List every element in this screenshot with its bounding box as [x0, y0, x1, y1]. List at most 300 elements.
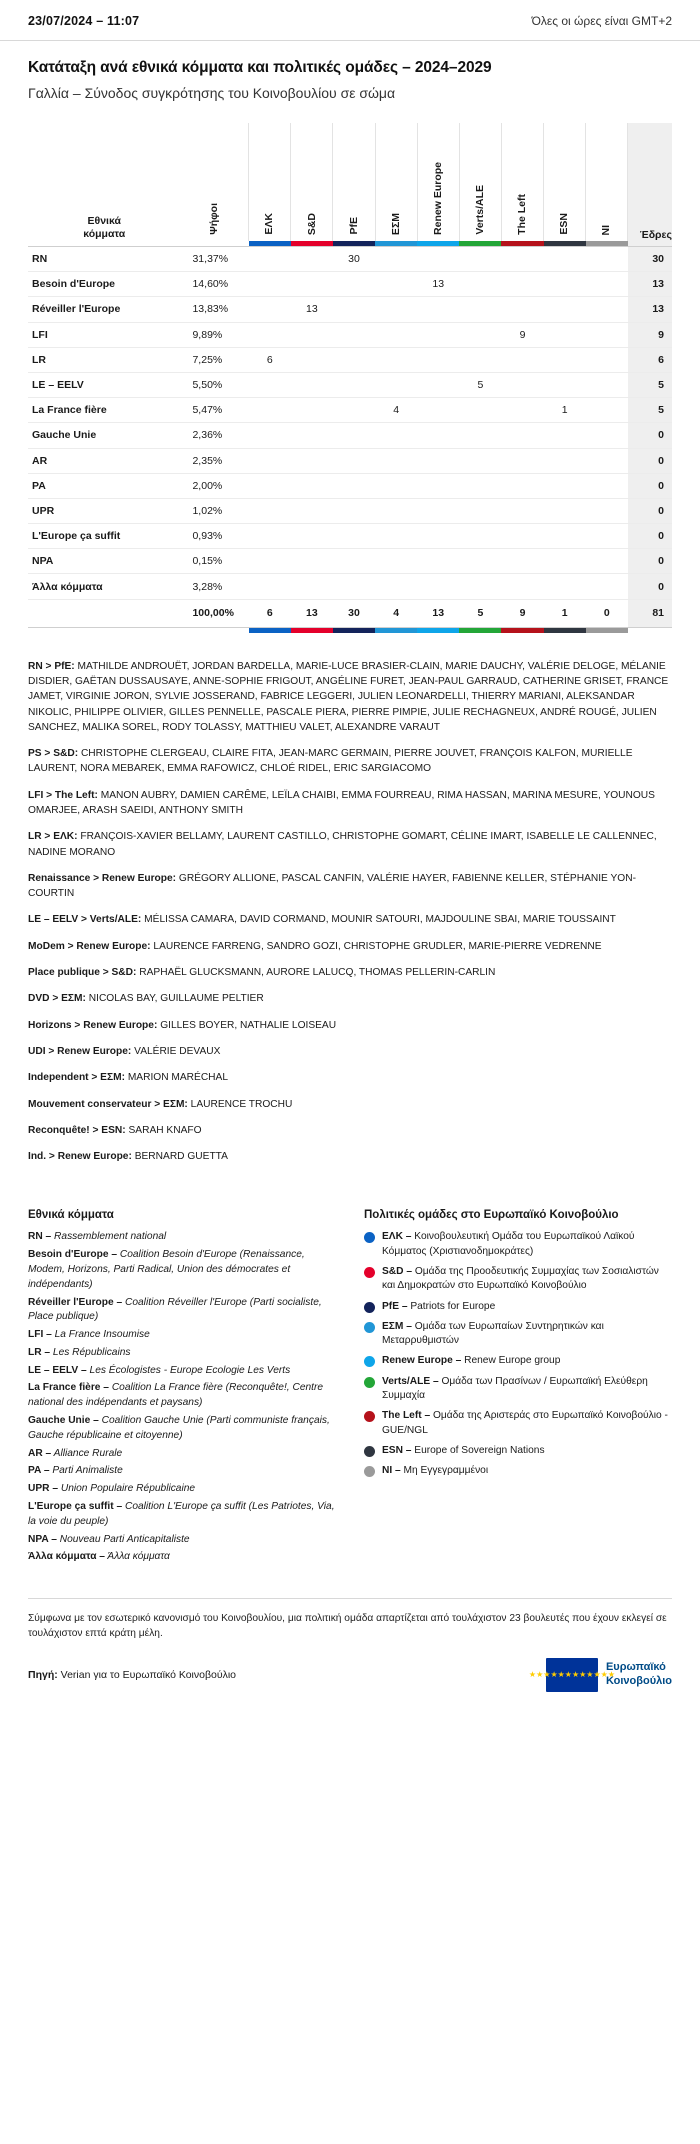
group-color-dot-icon [364, 1267, 375, 1278]
source-value: Verian για το Ευρωπαϊκό Κοινοβούλιο [57, 1668, 237, 1681]
row-vote-share: 2,36% [180, 423, 248, 448]
table-row [28, 297, 672, 322]
legend-group-desc: Renew Europe group [461, 1355, 561, 1367]
legend-party-item [28, 1296, 336, 1326]
legend-group-item [364, 1375, 672, 1404]
legend-party-desc: Union Populaire Républicaine [58, 1483, 196, 1495]
row-seats-the-left [501, 423, 543, 448]
delegation-members: LAURENCE TROCHU [190, 1098, 293, 1110]
row-party-name: RN [28, 247, 180, 272]
legend-party-desc: Coalition Réveiller l'Europe (Parti socialiste, Place publique) [28, 1296, 322, 1323]
legend-party-item [28, 1414, 336, 1444]
legend-party-abbr: Gauche Unie – [28, 1415, 99, 1427]
row-vote-share: 9,89% [180, 322, 248, 347]
legend-party-abbr: La France fière – [28, 1382, 109, 1394]
row-seats-esn [544, 247, 586, 272]
row-seats-renew-europe [417, 448, 459, 473]
row-seats-the-left [501, 272, 543, 297]
legend-group-desc: Ομάδα των Πρασίνων / Ευρωπαϊκή Ελεύθερη Συμμαχία [382, 1375, 648, 1401]
row-total-seats: 9 [628, 322, 672, 347]
row-seats-- [375, 448, 417, 473]
header-group-verts-ale: Verts/ALE [459, 123, 501, 241]
header-group-pfe: PfE [333, 123, 375, 241]
row-seats-the-left [501, 574, 543, 599]
legend-group-item [364, 1464, 672, 1478]
delegation-members: MATHILDE ANDROUËT, JORDAN BARDELLA, MARIE-LUCE BRASIER-CLAIN, MARIE DAUCHY, VALÉRIE DELOGE, MÉLANIE DISDIER, GAËTAN DUSSAUSAYE, ANNE-SOPHIE FRIGOUT, ANGÉLINE FURET, JEAN-PAUL GARRAUD, CATHERINE GRISET, FRANCE JAMET, VIRGINIE JORON, SYLVIE JOSSERAND, FABRICE LEGGERI, JULIEN LEONARDELLI, THIERRY MARIANI, ALEKSANDAR NIKOLIC, PHILIPPE OLIVIER, GILLES PENNELLE, PASCALE PIERA, PIERRE PIMPIE, JULIE RECHAGNEUX, ANDRÉ ROUGÉ, JULIEN SANCHEZ, MALIKA SOREL, RODY TOLASSY, MATTHIEU VALET, ALEXANDRE VARAUT [28, 660, 669, 733]
row-seats-- [249, 372, 291, 397]
row-seats-s-d [291, 423, 333, 448]
group-color-dot-icon [364, 1322, 375, 1333]
row-total-seats: 0 [628, 498, 672, 523]
table-row [28, 549, 672, 574]
row-seats-the-left [501, 247, 543, 272]
row-total-seats: 0 [628, 549, 672, 574]
row-seats-s-d [291, 574, 333, 599]
table-row [28, 372, 672, 397]
row-seats-- [249, 524, 291, 549]
row-seats-ni [586, 524, 628, 549]
legend-party-item [28, 1364, 336, 1379]
row-seats-s-d [291, 247, 333, 272]
row-seats-ni [586, 498, 628, 523]
legend-party-item [28, 1500, 336, 1530]
row-seats-- [249, 247, 291, 272]
header-party-line2: κόμματα [83, 227, 126, 240]
delegation-members: VALÉRIE DEVAUX [134, 1045, 221, 1057]
row-seats-- [375, 247, 417, 272]
row-party-name: Besoin d'Europe [28, 272, 180, 297]
row-seats-the-left [501, 524, 543, 549]
delegation-entry [28, 939, 672, 954]
row-seats-esn [544, 322, 586, 347]
legend-group-item [364, 1265, 672, 1294]
legend-national-title: Εθνικά κόμματα [28, 1209, 114, 1222]
row-vote-share: 31,37% [180, 247, 248, 272]
row-seats-renew-europe [417, 549, 459, 574]
row-seats-renew-europe [417, 247, 459, 272]
legend-party-desc: Alliance Rurale [51, 1447, 123, 1459]
row-vote-share: 5,47% [180, 398, 248, 423]
row-seats-s-d: 13 [291, 297, 333, 322]
row-total-seats: 0 [628, 473, 672, 498]
row-seats-- [375, 574, 417, 599]
row-seats-pfe [333, 574, 375, 599]
delegation-entry [28, 829, 672, 860]
row-vote-share: 13,83% [180, 297, 248, 322]
legend-party-desc: Les Écologistes - Europe Ecologie Les Verts [86, 1364, 291, 1376]
row-seats-ni [586, 247, 628, 272]
legend-group-item [364, 1409, 672, 1438]
legend-party-abbr: NPA – [28, 1533, 57, 1545]
row-vote-share: 3,28% [180, 574, 248, 599]
delegation-entry [28, 1070, 672, 1085]
header-group-esn: ESN [544, 123, 586, 241]
legend-group-desc: Κοινοβουλευτική Ομάδα του Ευρωπαϊκού Λαϊκού Κόμματος (Χριστιανοδημοκράτες) [382, 1231, 635, 1257]
row-seats-- [375, 272, 417, 297]
legend-party-item [28, 1248, 336, 1292]
row-seats-ni [586, 473, 628, 498]
legend-party-desc: Parti Animaliste [49, 1465, 123, 1477]
row-seats-pfe [333, 524, 375, 549]
legend-party-abbr: LE – EELV – [28, 1364, 87, 1376]
legend-political-groups [364, 1209, 672, 1568]
legend-group-abbr: NI – [382, 1465, 401, 1477]
row-seats-esn [544, 347, 586, 372]
row-total-seats: 13 [628, 297, 672, 322]
legend-groups-title: Πολιτικές ομάδες στο Ευρωπαϊκό Κοινοβούλιο [364, 1209, 619, 1222]
row-seats-- [249, 398, 291, 423]
row-seats-verts-ale [459, 297, 501, 322]
row-party-name: NPA [28, 549, 180, 574]
totals-ni: 0 [586, 599, 628, 627]
row-total-seats: 0 [628, 574, 672, 599]
delegation-head: PS > S&D: [28, 748, 79, 760]
row-seats-esn [544, 473, 586, 498]
row-seats-esn [544, 448, 586, 473]
row-seats-the-left [501, 473, 543, 498]
header-party-line1: Εθνικά [87, 214, 121, 227]
delegation-entry [28, 746, 672, 777]
page-title: Κατάταξη ανά εθνικά κόμματα και πολιτικές ομάδες – 2024–2029 [28, 59, 492, 76]
row-seats-the-left [501, 297, 543, 322]
row-seats-pfe [333, 372, 375, 397]
delegation-members: SARAH KNAFO [128, 1124, 202, 1136]
row-seats-esn [544, 423, 586, 448]
row-seats-verts-ale [459, 423, 501, 448]
legend-national-parties [28, 1209, 336, 1568]
legend-group-item [364, 1354, 672, 1368]
row-seats-esn [544, 297, 586, 322]
table-row [28, 498, 672, 523]
row-seats-renew-europe [417, 574, 459, 599]
row-seats-renew-europe [417, 372, 459, 397]
row-seats-verts-ale [459, 473, 501, 498]
row-seats-verts-ale [459, 549, 501, 574]
row-seats-- [249, 322, 291, 347]
row-seats-- [249, 549, 291, 574]
legend-party-abbr: Άλλα κόμματα – [28, 1551, 105, 1563]
timezone-note: Όλες οι ώρες είναι GMT+2 [531, 14, 672, 28]
totals-seats: 81 [628, 599, 672, 627]
legend-party-abbr: LFI – [28, 1329, 52, 1341]
row-seats-ni [586, 448, 628, 473]
delegation-head: Renaissance > Renew Europe: [28, 872, 177, 884]
table-row [28, 423, 672, 448]
legend-group-abbr: The Left – [382, 1410, 431, 1422]
legend-party-item [28, 1464, 336, 1479]
table-foot [28, 599, 672, 633]
delegation-entry [28, 965, 672, 980]
row-seats-the-left [501, 372, 543, 397]
totals-verts-ale: 5 [459, 599, 501, 627]
row-seats-esn [544, 524, 586, 549]
legend-group-desc: Patriots for Europe [407, 1300, 496, 1312]
legend-party-desc: Coalition Besoin d'Europe (Renaissance, Modem, Horizons, Parti Radical, Union des démocrates et indépendants) [28, 1249, 305, 1290]
row-seats-the-left: 9 [501, 322, 543, 347]
timestamp: 23/07/2024 – 11:07 [28, 14, 140, 28]
table-row [28, 398, 672, 423]
delegation-members: MÉLISSA CAMARA, DAVID CORMAND, MOUNIR SATOURI, MAJDOULINE SBAI, MARIE TOUSSAINT [144, 914, 616, 926]
delegation-entry [28, 1018, 672, 1033]
delegation-members: GILLES BOYER, NATHALIE LOISEAU [160, 1019, 337, 1031]
row-seats-s-d [291, 347, 333, 372]
totals-votes: 100,00% [180, 599, 248, 627]
row-seats-esn [544, 272, 586, 297]
delegation-head: LFI > The Left: [28, 789, 98, 801]
legend-party-abbr: Besoin d'Europe – [28, 1249, 118, 1261]
table-row [28, 448, 672, 473]
row-seats-esn [544, 498, 586, 523]
delegation-entry [28, 659, 672, 735]
row-seats-s-d [291, 473, 333, 498]
legend-group-item [364, 1300, 672, 1314]
table-header-row [28, 123, 672, 241]
totals-renew-europe: 13 [417, 599, 459, 627]
table-row [28, 272, 672, 297]
row-total-seats: 6 [628, 347, 672, 372]
legend-group-abbr: ESN – [382, 1444, 412, 1456]
row-seats-- [249, 423, 291, 448]
delegation-entry [28, 912, 672, 927]
row-seats--: 4 [375, 398, 417, 423]
row-seats-s-d [291, 498, 333, 523]
legend-group-desc: Ομάδα των Ευρωπαίων Συντηρητικών και Μεταρρυθμιστών [382, 1320, 604, 1347]
row-vote-share: 14,60% [180, 272, 248, 297]
row-party-name: Gauche Unie [28, 423, 180, 448]
header-group--: EΛΚ [249, 123, 291, 241]
delegation-entry [28, 871, 672, 902]
row-seats-pfe: 30 [333, 247, 375, 272]
delegation-entry [28, 1097, 672, 1112]
row-seats-pfe [333, 448, 375, 473]
row-seats-pfe [333, 473, 375, 498]
row-total-seats: 5 [628, 372, 672, 397]
group-color-dot-icon [364, 1377, 375, 1388]
row-seats-- [375, 372, 417, 397]
group-color-dot-icon [364, 1356, 375, 1367]
row-seats-ni [586, 297, 628, 322]
legend-party-abbr: Réveiller l'Europe – [28, 1296, 123, 1308]
row-vote-share: 7,25% [180, 347, 248, 372]
row-party-name: UPR [28, 498, 180, 523]
delegation-head: RN > PfE: [28, 660, 75, 672]
delegation-head: Place publique > S&D: [28, 967, 137, 979]
header-national-parties [28, 123, 180, 241]
delegation-members: FRANÇOIS-XAVIER BELLAMY, LAURENT CASTILLO, CHRISTOPHE GOMART, CÉLINE IMART, ISABELLE LE CALLENNEC, NADINE MORANO [28, 831, 657, 858]
delegation-members: CHRISTOPHE CLERGEAU, CLAIRE FITA, JEAN-MARC GERMAIN, PIERRE JOUVET, FRANÇOIS KALFON, MURIELLE LAURENT, NORA MEBAREK, EMMA RAFOWICZ, CHLOÉ RIDEL, ERIC SARGIACOMO [28, 748, 633, 775]
table-body [28, 247, 672, 600]
delegation-members: NICOLAS BAY, GUILLAUME PELTIER [88, 993, 264, 1005]
row-seats-ni [586, 398, 628, 423]
header-group-the-left: The Left [501, 123, 543, 241]
legend-group-abbr: ΕΣΜ – [382, 1320, 412, 1332]
delegation-members: RAPHAËL GLUCKSMANN, AURORE LALUCQ, THOMAS PELLERIN-CARLIN [139, 967, 496, 979]
row-total-seats: 30 [628, 247, 672, 272]
group-color-dot-icon [364, 1302, 375, 1313]
row-seats-pfe [333, 272, 375, 297]
row-seats-- [249, 574, 291, 599]
totals-row [28, 599, 672, 627]
totals-s-d: 13 [291, 599, 333, 627]
legend-party-desc: La France Insoumise [51, 1329, 150, 1341]
row-seats-verts-ale [459, 347, 501, 372]
legend-group-desc: Europe of Sovereign Nations [411, 1444, 545, 1456]
row-seats-- [375, 473, 417, 498]
row-total-seats: 0 [628, 423, 672, 448]
row-seats-pfe [333, 423, 375, 448]
ep-logo-text [606, 1661, 672, 1689]
legend-group-abbr: ΕΛΚ – [382, 1231, 412, 1243]
row-seats-the-left [501, 549, 543, 574]
totals--: 4 [375, 599, 417, 627]
row-party-name: La France fière [28, 398, 180, 423]
row-vote-share: 5,50% [180, 372, 248, 397]
legend-party-item [28, 1533, 336, 1548]
table-row [28, 574, 672, 599]
legend-party-item [28, 1328, 336, 1343]
row-seats-- [249, 473, 291, 498]
legend-party-desc: Coalition Gauche Unie (Parti communiste français, Gauche républicaine et citoyenne) [28, 1415, 330, 1441]
row-seats-- [375, 322, 417, 347]
row-seats-renew-europe [417, 297, 459, 322]
totals--: 6 [249, 599, 291, 627]
row-total-seats: 0 [628, 448, 672, 473]
ep-logo-line2: Κοινοβούλιο [605, 1674, 672, 1687]
row-seats-verts-ale: 5 [459, 372, 501, 397]
top-bar [0, 0, 700, 41]
legend-party-item [28, 1482, 336, 1497]
header-group--: ΕΣΜ [375, 123, 417, 241]
table-row [28, 524, 672, 549]
row-seats-ni [586, 372, 628, 397]
delegation-head: MoDem > Renew Europe: [28, 940, 151, 952]
delegation-entry [28, 1044, 672, 1059]
row-seats-renew-europe [417, 524, 459, 549]
legend-party-item [28, 1381, 336, 1411]
ep-logo [528, 1658, 672, 1692]
legend-group-desc: Ομάδα της Προοδευτικής Συμμαχίας των Σοσιαλιστών και Δημοκρατών στο Ευρωπαϊκό Κοινοβούλιο [382, 1266, 659, 1292]
row-total-seats: 13 [628, 272, 672, 297]
row-seats-pfe [333, 347, 375, 372]
source-label: Πηγή: [28, 1668, 58, 1681]
eu-flag-icon: ★★★★★★★★★★★★ [546, 1658, 598, 1692]
row-seats-verts-ale [459, 398, 501, 423]
footnote: Σύμφωνα με τον εσωτερικό κανονισμό του Κοινοβουλίου, μια πολιτική ομάδα απαρτίζεται από τουλάχιστον 23 βουλευτές που έχουν εκλεγεί σε τουλάχιστον επτά κράτη μέλη. [28, 1598, 672, 1642]
delegations-list [0, 633, 700, 1165]
delegation-members: LAURENCE FARRENG, SANDRO GOZI, CHRISTOPHE GRUDLER, MARIE-PIERRE VEDRENNE [153, 940, 602, 952]
group-color-dot-icon [364, 1411, 375, 1422]
row-seats-ni [586, 423, 628, 448]
table-row [28, 347, 672, 372]
row-seats-renew-europe [417, 423, 459, 448]
header-group-s-d: S&D [291, 123, 333, 241]
delegation-members: BERNARD GUETTA [134, 1151, 228, 1163]
legend-party-abbr: RN – [28, 1231, 52, 1243]
legend-party-desc: Coalition La France fière (Reconquête!, Centre national des indépendants et paysans) [28, 1382, 324, 1409]
row-seats-renew-europe: 13 [417, 272, 459, 297]
row-seats-verts-ale [459, 498, 501, 523]
row-vote-share: 2,00% [180, 473, 248, 498]
row-seats-the-left [501, 448, 543, 473]
delegation-entry [28, 1123, 672, 1138]
legend-party-item [28, 1447, 336, 1462]
row-seats-s-d [291, 524, 333, 549]
legend-party-item [28, 1346, 336, 1361]
row-seats-esn [544, 372, 586, 397]
row-seats-the-left [501, 398, 543, 423]
row-seats-- [375, 423, 417, 448]
row-seats-ni [586, 322, 628, 347]
row-seats-pfe [333, 297, 375, 322]
totals-esn: 1 [544, 599, 586, 627]
delegation-members: GRÉGORY ALLIONE, PASCAL CANFIN, VALÉRIE HAYER, FABIENNE KELLER, STÉPHANIE YON-COURTIN [28, 872, 636, 900]
row-party-name: LFI [28, 322, 180, 347]
legend-group-abbr: PfE – [382, 1300, 408, 1312]
row-seats-renew-europe [417, 322, 459, 347]
delegation-members: MANON AUBRY, DAMIEN CARÊME, LEÏLA CHAIBI, EMMA FOURREAU, RIMA HASSAN, MARINA MESURE, YOUNOUS OMARJEE, ARASH SAEIDI, ANTHONY SMITH [28, 789, 655, 816]
headings [0, 41, 700, 105]
source-row [28, 1658, 672, 1692]
row-seats--: 6 [249, 347, 291, 372]
delegation-head: Independent > ΕΣΜ: [28, 1072, 125, 1084]
legend-party-abbr: PA – [28, 1465, 50, 1477]
table-row [28, 322, 672, 347]
row-seats-renew-europe [417, 347, 459, 372]
totals-label [28, 599, 180, 627]
group-color-dot-icon [364, 1466, 375, 1477]
row-party-name: Άλλα κόμματα [28, 574, 180, 599]
row-seats-s-d [291, 398, 333, 423]
delegation-head: DVD > ΕΣΜ: [28, 993, 86, 1005]
row-seats-verts-ale [459, 524, 501, 549]
row-party-name: Réveiller l'Europe [28, 297, 180, 322]
row-seats-- [375, 347, 417, 372]
row-seats-renew-europe [417, 498, 459, 523]
row-seats-esn [544, 574, 586, 599]
legend-group-desc: Ομάδα της Αριστεράς στο Ευρωπαϊκό Κοινοβούλιο - GUE/NGL [382, 1410, 668, 1436]
row-seats-pfe [333, 398, 375, 423]
legend-party-desc: Nouveau Parti Anticapitaliste [56, 1533, 190, 1545]
header-votes: Ψήφοι [180, 123, 248, 241]
table-row [28, 473, 672, 498]
row-vote-share: 1,02% [180, 498, 248, 523]
header-group-renew-europe: Renew Europe [417, 123, 459, 241]
row-vote-share: 2,35% [180, 448, 248, 473]
delegation-entry [28, 1149, 672, 1164]
row-seats-esn [544, 549, 586, 574]
delegation-members: MARION MARÉCHAL [127, 1072, 229, 1084]
row-seats-- [249, 297, 291, 322]
delegation-head: Mouvement conservateur > ΕΣΜ: [28, 1098, 188, 1110]
legend-party-abbr: AR – [28, 1447, 52, 1459]
legend-party-desc: Les Républicains [50, 1346, 131, 1358]
row-seats-pfe [333, 549, 375, 574]
delegation-entry [28, 788, 672, 819]
row-seats-the-left [501, 347, 543, 372]
totals-pfe: 30 [333, 599, 375, 627]
row-party-name: PA [28, 473, 180, 498]
row-seats-s-d [291, 322, 333, 347]
legend-party-desc: Rassemblement national [51, 1231, 167, 1243]
row-seats-verts-ale [459, 574, 501, 599]
row-seats-verts-ale [459, 272, 501, 297]
legend-group-item [364, 1230, 672, 1259]
table-row [28, 247, 672, 272]
row-party-name: L'Europe ça suffit [28, 524, 180, 549]
row-party-name: LE – EELV [28, 372, 180, 397]
row-total-seats: 5 [628, 398, 672, 423]
results-table [28, 123, 672, 633]
